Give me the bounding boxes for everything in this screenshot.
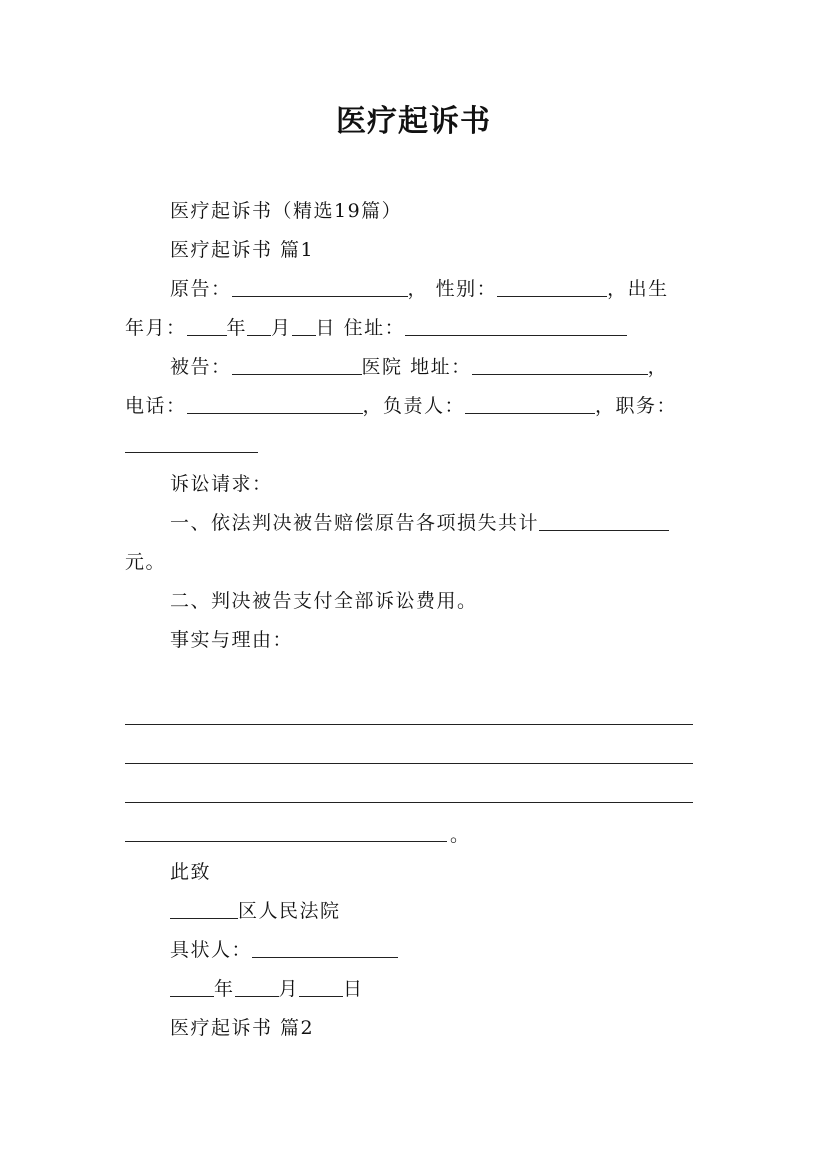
signer-line <box>170 935 398 965</box>
gender-blank <box>497 276 607 297</box>
signer-blank <box>252 937 398 958</box>
plaintiff-name-blank <box>232 276 408 297</box>
plaintiff-birth-line <box>125 313 627 343</box>
plaintiff-separator: ， <box>407 278 429 300</box>
date-month-blank <box>235 976 279 997</box>
defendant-address-blank <box>472 354 648 375</box>
birth-month-blank <box>247 315 271 336</box>
birth-label: ，出生 <box>607 278 669 300</box>
defendant-end-comma: ， <box>647 356 669 378</box>
facts-end-period: 。 <box>450 824 471 846</box>
birth-day-blank <box>292 315 316 336</box>
birth-year-label: 年 <box>226 317 248 339</box>
position-label: ，职务： <box>595 395 678 417</box>
court-suffix: 区人民法院 <box>238 900 341 922</box>
claim-1-text: 一、依法判决被告赔偿原告各项损失共计 <box>170 512 540 534</box>
date-year-blank <box>170 976 214 997</box>
claim-1 <box>170 508 669 538</box>
claim-amount-blank <box>539 510 669 531</box>
position-blank <box>125 452 258 453</box>
court-line <box>170 896 341 926</box>
section-heading-1: 医疗起诉书 篇1 <box>170 239 315 261</box>
section-heading-2: 医疗起诉书 篇2 <box>170 1017 315 1039</box>
hospital-label: 医院 <box>361 356 403 378</box>
birth-day-label: 日 <box>315 317 337 339</box>
birth-month-label: 月 <box>271 317 292 339</box>
facts-heading: 事实与理由： <box>170 629 294 651</box>
birth-year-blank <box>187 315 227 336</box>
signer-label: 具状人： <box>170 939 253 961</box>
court-blank <box>170 898 238 919</box>
date-day-blank <box>299 976 343 997</box>
gender-label: 性别： <box>435 278 498 300</box>
defendant-name-blank <box>232 354 362 375</box>
defendant-contact-line <box>125 391 677 421</box>
document-title: 医疗起诉书 <box>336 104 491 139</box>
date-day-label: 日 <box>343 978 364 1000</box>
phone-blank <box>187 393 363 414</box>
manager-blank <box>465 393 595 414</box>
date-year-label: 年 <box>214 978 235 1000</box>
defendant-address-label: 地址： <box>410 356 472 378</box>
plaintiff-address-blank <box>405 315 627 336</box>
facts-blank-line <box>125 841 447 842</box>
phone-label: 电话： <box>125 395 187 417</box>
facts-blank-line <box>125 724 693 725</box>
claim-1-unit: 元。 <box>125 551 167 573</box>
birth-prefix: 年月： <box>125 317 187 339</box>
subtitle: 医疗起诉书（精选19篇） <box>170 200 403 222</box>
closing: 此致 <box>170 861 212 883</box>
facts-blank-line <box>125 802 693 803</box>
claims-heading: 诉讼请求： <box>170 473 273 495</box>
facts-blank-line <box>125 763 693 764</box>
claim-2: 二、判决被告支付全部诉讼费用。 <box>170 590 478 612</box>
plaintiff-label: 原告： <box>170 278 232 300</box>
plaintiff-address-label: 住址： <box>343 317 406 339</box>
plaintiff-line <box>170 274 669 304</box>
date-line <box>170 974 364 1004</box>
defendant-line <box>170 352 668 382</box>
manager-label: ，负责人： <box>362 395 466 417</box>
date-month-label: 月 <box>278 978 300 1000</box>
defendant-label: 被告： <box>170 356 232 378</box>
